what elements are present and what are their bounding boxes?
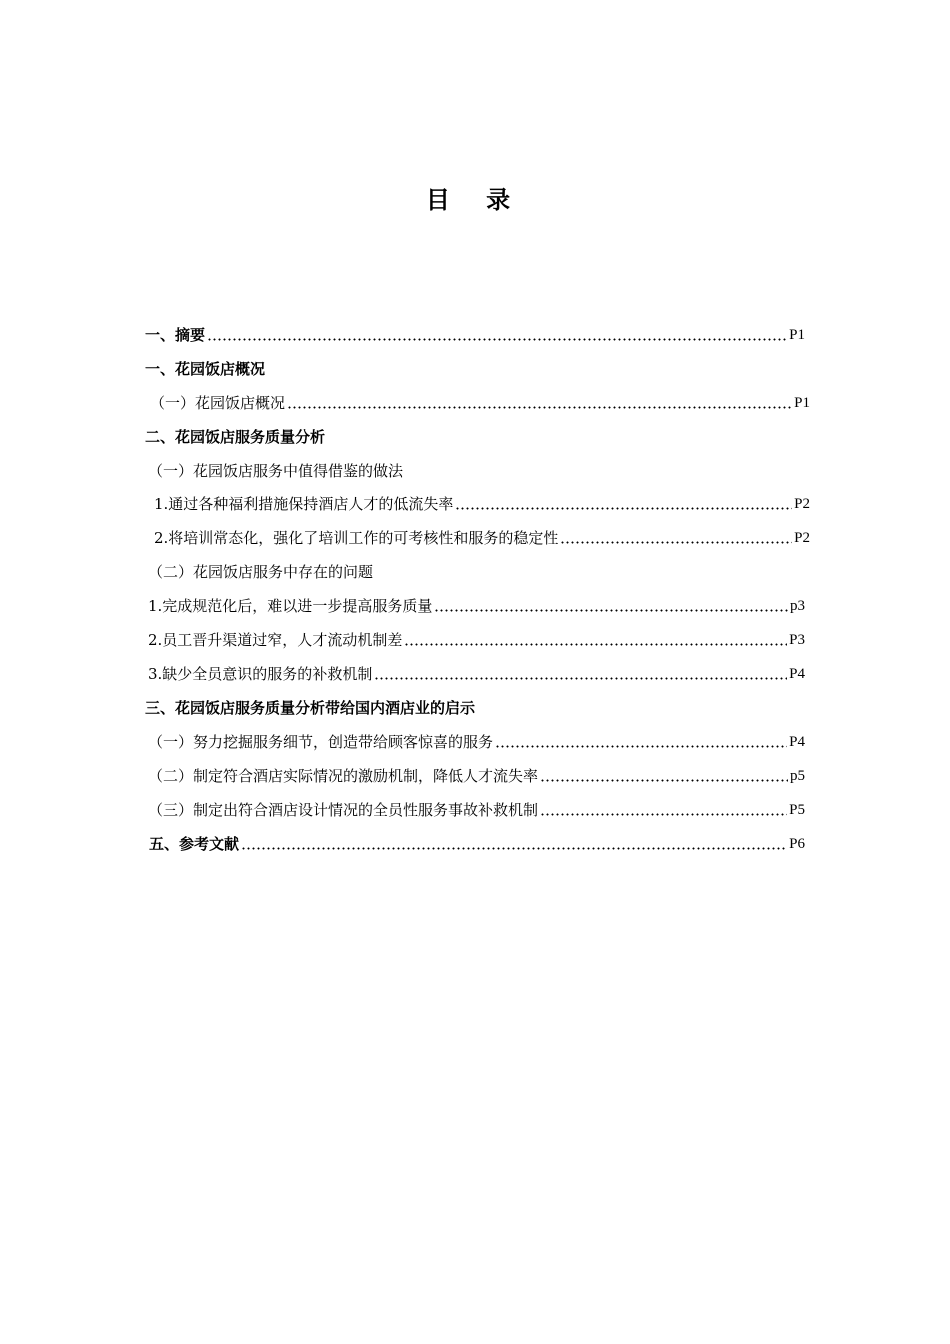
toc-entry-incentives[interactable]	[148, 764, 805, 788]
toc-entry-label: 一、花园饭店概况	[145, 360, 266, 378]
toc-entry-page: P4	[789, 666, 805, 682]
toc-entry-label: （二）花园饭店服务中存在的问题	[148, 563, 374, 581]
dot-leader	[374, 662, 787, 686]
toc-entry-incident-remedy[interactable]	[148, 798, 805, 822]
toc-entry-service-details[interactable]	[148, 730, 805, 754]
toc-entry-hotel-overview-heading[interactable]	[145, 357, 265, 381]
dot-leader	[540, 798, 787, 822]
toc-entry-label: （一）花园饭店概况	[150, 394, 286, 412]
dot-leader	[560, 526, 792, 550]
toc-entry-label: 1.通过各种福利措施保持酒店人才的低流失率	[154, 495, 454, 513]
toc-entry-training[interactable]	[154, 526, 810, 550]
toc-entry-page: p5	[790, 768, 805, 784]
toc-entry-label: （一）努力挖掘服务细节，创造带给顾客惊喜的服务	[148, 733, 494, 751]
toc-entry-implications-heading[interactable]	[145, 696, 475, 720]
toc-entry-abstract[interactable]	[145, 323, 805, 347]
toc-entry-label: 二、花园饭店服务质量分析	[145, 428, 326, 446]
toc-entry-label: 1.完成规范化后，难以进一步提高服务质量	[148, 597, 433, 615]
dot-leader	[455, 492, 792, 516]
toc-entry-page: P1	[794, 395, 810, 411]
dot-leader	[207, 323, 787, 347]
toc-entry-page: p3	[790, 598, 805, 614]
toc-entry-page: P2	[794, 496, 810, 512]
toc-entry-label: （三）制定出符合酒店设计情况的全员性服务事故补救机制	[148, 801, 539, 819]
toc-entry-promotion[interactable]	[148, 628, 805, 652]
toc-entry-service-analysis-heading[interactable]	[145, 425, 325, 449]
toc-entry-page: P3	[789, 632, 805, 648]
toc-entry-good-practices[interactable]	[148, 459, 403, 483]
toc-entry-welfare[interactable]	[154, 492, 810, 516]
toc-entry-label: 一、摘要	[145, 326, 206, 344]
toc-entry-label: （一）花园饭店服务中值得借鉴的做法	[148, 462, 404, 480]
toc-entry-page: P5	[789, 802, 805, 818]
toc-entry-label: 三、花园饭店服务质量分析带给国内酒店业的启示	[145, 699, 476, 717]
toc-entry-label: 五、参考文献	[149, 835, 240, 853]
dot-leader	[287, 391, 792, 415]
toc-entry-standardization[interactable]	[148, 594, 805, 618]
dot-leader	[434, 594, 788, 618]
toc-entry-page: P6	[789, 836, 805, 852]
page-title: 目 录	[425, 186, 525, 214]
toc-entry-label: （二）制定符合酒店实际情况的激励机制，降低人才流失率	[148, 767, 539, 785]
dot-leader	[404, 628, 787, 652]
toc-entry-label: 3.缺少全员意识的服务的补救机制	[148, 665, 373, 683]
toc-entry-remedy[interactable]	[148, 662, 805, 686]
toc-entry-references[interactable]	[149, 832, 805, 856]
toc-entry-label: 2.员工晋升渠道过窄，人才流动机制差	[148, 631, 403, 649]
toc-entry-problems[interactable]	[148, 560, 373, 584]
dot-leader	[495, 730, 787, 754]
dot-leader	[540, 764, 788, 788]
toc-entry-page: P1	[789, 327, 805, 343]
toc-entry-page: P4	[789, 734, 805, 750]
toc-entry-label: 2.将培训常态化，强化了培训工作的可考核性和服务的稳定性	[154, 529, 559, 547]
toc-entry-page: P2	[794, 530, 810, 546]
toc-entry-hotel-overview[interactable]	[150, 391, 810, 415]
dot-leader	[241, 832, 787, 856]
